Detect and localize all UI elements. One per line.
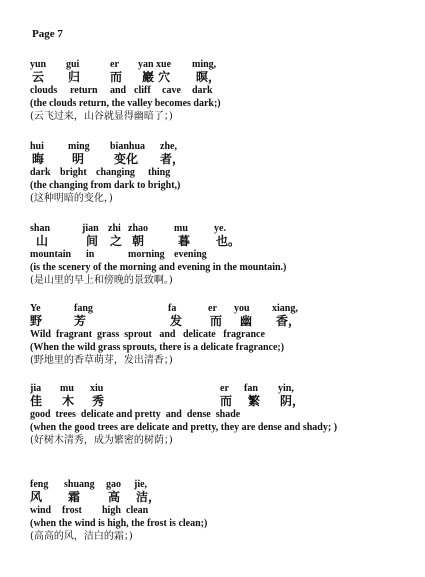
pinyin-word: xiang, <box>272 303 298 314</box>
pinyin-word: er <box>220 383 229 394</box>
hanzi-word: 木 <box>62 394 75 408</box>
chinese-translation: (好树木清秀，成为繁密的树荫；) <box>30 435 173 446</box>
hanzi-line <box>30 491 410 504</box>
hanzi-word: 幽 <box>240 314 253 328</box>
english-translation: (When the wild grass sprouts, there is a delicate fragrance;) <box>30 342 285 353</box>
pinyin-word: hui <box>30 141 44 152</box>
english-translation: (the clouds return, the valley becomes dark;) <box>30 98 221 109</box>
pinyin-line <box>30 58 410 71</box>
hanzi-word: 而 <box>210 314 223 328</box>
pinyin-word: mu <box>174 223 188 234</box>
gloss-word: bright <box>60 167 87 178</box>
gloss-word: changing <box>96 167 135 178</box>
pinyin-word: yin, <box>278 383 294 394</box>
pinyin-line <box>30 140 410 153</box>
hanzi-word: 暝， <box>196 70 221 84</box>
pinyin-word: yun <box>30 59 47 70</box>
pinyin-word: xiu <box>90 383 104 394</box>
gloss-line <box>30 166 410 179</box>
hanzi-word: 秀 <box>92 394 105 408</box>
stanza-6 <box>30 478 410 544</box>
hanzi-line <box>30 315 410 328</box>
gloss-word: high <box>102 505 121 516</box>
pinyin-word: jie, <box>134 479 148 490</box>
hanzi-word: 发 <box>170 314 183 328</box>
hanzi-word: 高 <box>108 490 121 504</box>
stanza-3 <box>30 222 410 288</box>
gloss-word: cliff <box>134 85 151 96</box>
hanzi-word: 变化 <box>114 152 139 166</box>
chinese-translation: (高高的风，洁白的霜；) <box>30 531 133 542</box>
hanzi-word: 归 <box>68 70 81 84</box>
hanzi-word: 晦 <box>32 152 45 166</box>
hanzi-word: 者， <box>160 152 185 166</box>
gloss-word: in <box>86 249 95 260</box>
hanzi-word: 野 <box>30 314 43 328</box>
hanzi-line <box>30 71 410 84</box>
stanza-5 <box>30 382 410 448</box>
hanzi-word: 云 <box>32 70 45 84</box>
pinyin-word: feng <box>30 479 49 490</box>
hanzi-word: 繁 <box>248 394 261 408</box>
hanzi-word: 暮 <box>178 234 191 248</box>
pinyin-word: er <box>110 59 119 70</box>
hanzi-word: 香， <box>276 314 301 328</box>
hanzi-word: 而 <box>110 70 123 84</box>
gloss-word: clean <box>126 505 149 516</box>
hanzi-word: 明 <box>72 152 85 166</box>
pinyin-word: fa <box>168 303 177 314</box>
gloss-word: clouds <box>30 85 58 96</box>
pinyin-word: gao <box>106 479 121 490</box>
pinyin-word: yan xue <box>138 59 172 70</box>
gloss-word: return <box>70 85 98 96</box>
gloss-word: evening <box>174 249 207 260</box>
stanza-2 <box>30 140 410 206</box>
hanzi-line <box>30 395 410 408</box>
english-translation: (the changing from dark to bright,) <box>30 180 181 191</box>
english-translation: (when the wind is high, the frost is clean;) <box>30 518 208 529</box>
pinyin-word: ming, <box>192 59 217 70</box>
stanza-1 <box>30 58 410 124</box>
pinyin-word: jian <box>82 223 99 234</box>
pinyin-word: zhe, <box>160 141 177 152</box>
hanzi-word: 佳 <box>30 394 43 408</box>
hanzi-word: 霜 <box>68 490 81 504</box>
gloss-line: Wild fragrant grass sprout and delicate fragrance <box>30 329 265 340</box>
hanzi-word: 芳 <box>74 314 87 328</box>
hanzi-word: 风 <box>30 490 43 504</box>
pinyin-word: gui <box>66 59 80 70</box>
pinyin-word: you <box>234 303 250 314</box>
english-translation: (when the good trees are delicate and pretty, they are dense and shady; ) <box>30 422 338 433</box>
pinyin-word: er <box>208 303 217 314</box>
gloss-word: wind <box>30 505 52 516</box>
hanzi-word: 也。 <box>216 234 241 248</box>
hanzi-word: 山 <box>36 234 49 248</box>
chinese-translation: (云飞过来，山谷就显得幽暗了；) <box>30 111 173 122</box>
hanzi-word: 朝 <box>132 234 145 248</box>
pinyin-word: mu <box>60 383 74 394</box>
gloss-word: cave <box>162 85 181 96</box>
pinyin-word: fan <box>244 383 258 394</box>
pinyin-word: fang <box>74 303 93 314</box>
stanza-4 <box>30 302 410 368</box>
pinyin-word: bianhua <box>110 141 146 152</box>
pinyin-word: zhao <box>128 223 148 234</box>
chinese-translation: (这种明暗的变化，) <box>30 193 113 204</box>
hanzi-word: 间 <box>86 234 99 248</box>
pinyin-word: shuang <box>64 479 95 490</box>
gloss-line <box>30 504 410 517</box>
gloss-line <box>30 84 410 97</box>
hanzi-line <box>30 153 410 166</box>
gloss-word: frost <box>62 505 82 516</box>
pinyin-line <box>30 478 410 491</box>
hanzi-word: 而 <box>220 394 233 408</box>
gloss-line <box>30 248 410 261</box>
hanzi-word: 阴， <box>280 394 305 408</box>
gloss-line: good trees delicate and pretty and dense shade <box>30 409 241 420</box>
pinyin-word: ming <box>68 141 90 152</box>
gloss-word: dark <box>192 85 213 96</box>
gloss-word: and <box>110 85 127 96</box>
gloss-word: morning <box>128 249 165 260</box>
pinyin-word: shan <box>30 223 51 234</box>
pinyin-word: jia <box>30 383 42 394</box>
pinyin-word: Ye <box>30 303 41 314</box>
pinyin-word: ye. <box>214 223 226 234</box>
english-translation: (is the scenery of the morning and evening in the mountain.) <box>30 262 287 273</box>
hanzi-word: 巖 穴 <box>142 70 171 84</box>
gloss-word: dark <box>30 167 51 178</box>
chinese-translation: (野地里的香草萌芽，发出清香；) <box>30 355 173 366</box>
gloss-word: thing <box>148 167 171 178</box>
hanzi-word: 之 <box>110 234 123 248</box>
chinese-translation: (是山里的早上和傍晚的景致啊。) <box>30 275 173 286</box>
hanzi-line <box>30 235 410 248</box>
pinyin-word: zhi <box>108 223 121 234</box>
gloss-word: mountain <box>30 249 72 260</box>
hanzi-word: 洁， <box>136 490 161 504</box>
page-label: Page 7 <box>32 28 63 40</box>
